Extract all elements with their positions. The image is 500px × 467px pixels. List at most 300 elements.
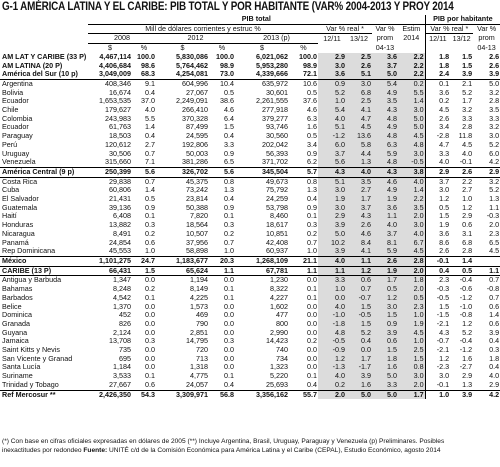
row-cell: 3.0 — [346, 79, 372, 88]
row-cell: 4.3 — [318, 167, 346, 177]
row-label: Paraguay — [2, 132, 33, 141]
row-cell: 4.5 — [398, 132, 425, 141]
row-label: Suriname — [2, 372, 33, 381]
row-label: América del Sur (10 p) — [2, 70, 78, 79]
row-cell: 720 — [196, 346, 208, 355]
row-cell: 100.0 — [299, 52, 317, 61]
row-cell: 0.0 — [307, 354, 317, 363]
row-cell: 0.0 — [224, 311, 234, 320]
row-cell: -1.2 — [459, 346, 473, 355]
row-cell: 2.5 — [346, 97, 372, 106]
row-cell: 60,937 — [266, 247, 288, 256]
row-cell: 3.0 — [398, 372, 425, 381]
footnote-line-1: (*) Con base en cifras oficiales expresadas en dólares de 2005 (**) Incluye Argentina, Brasil, Uruguay, Paraguay y Venezuela (p) Preliminares. Posibles — [2, 438, 445, 445]
row-cell: 20.3 — [209, 256, 235, 266]
row-cell: 3.8 — [398, 167, 425, 177]
row-cell: 2.2 — [398, 62, 425, 71]
row-cell: 23,814 — [186, 195, 208, 204]
row-cell: -2.1 — [425, 346, 450, 355]
row-cell: 39,136 — [109, 203, 131, 212]
row-cell: 4.0 — [145, 106, 155, 115]
table-row — [0, 230, 500, 239]
row-cell: 0.0 — [145, 328, 155, 337]
row-cell: 0.8 — [289, 177, 318, 186]
row-cell: 1.5 — [398, 355, 425, 364]
row-cell: 5,830,086 — [176, 52, 208, 61]
row-cell: 4.1 — [346, 247, 372, 256]
row-cell: 0.0 — [224, 346, 234, 355]
row-cell: 3.0 — [372, 303, 398, 312]
header-0413-b: 04-13 — [477, 43, 496, 52]
row-cell: 8.1 — [372, 239, 398, 248]
row-cell: 3.0 — [398, 106, 425, 115]
table-row — [0, 239, 500, 248]
footnote-source: UNITÉ c/d de la Comisión Económica para América Latina y el Caribe (CEPAL), Estudio Económico, agosto 2014 — [107, 446, 441, 454]
row-cell: 0.5 — [372, 285, 398, 294]
row-cell: 0.4 — [489, 337, 500, 346]
row-cell: 3.0 — [318, 62, 346, 71]
row-cell: 6.8 — [462, 238, 473, 247]
row-cell: 1.0 — [462, 195, 473, 204]
row-cell: 5.2 — [462, 328, 473, 337]
row-cell: 3.3 — [425, 150, 450, 159]
header-prom-b: prom — [478, 33, 495, 43]
row-cell: 0.0 — [346, 346, 372, 355]
row-cell: 3,309,971 — [156, 390, 209, 399]
row-cell: 408,346 — [88, 79, 132, 88]
row-cell: 1.4 — [145, 186, 155, 195]
row-cell: 2.8 — [462, 247, 473, 256]
row-cell: 13,708 — [109, 337, 131, 346]
row-cell: 42,408 — [266, 238, 288, 247]
row-cell: 0.3 — [307, 221, 317, 230]
row-cell: 0.2 — [425, 97, 450, 106]
row-cell: 3,049,009 — [99, 70, 131, 79]
row-cell: 370,328 — [182, 114, 208, 123]
header-usd: $ — [108, 43, 112, 53]
row-cell: 0.4 — [425, 266, 450, 276]
row-cell: 4.7 — [425, 141, 450, 150]
row-cell: 4.0 — [425, 158, 450, 167]
row-cell: 0.5 — [224, 88, 234, 97]
row-cell: 379,277 — [262, 114, 288, 123]
table-row — [0, 115, 500, 124]
row-cell: 5.0 — [398, 115, 425, 124]
row-cell: 0.9 — [224, 203, 234, 212]
row-cell: 1.4 — [450, 256, 473, 266]
row-cell: 6.7 — [398, 239, 425, 248]
row-cell: 0.2 — [145, 285, 155, 294]
row-cell: 2.4 — [425, 70, 450, 79]
row-cell: 7.1 — [145, 158, 155, 167]
row-cell: 4,406,684 — [99, 61, 131, 70]
row-cell: 0.3 — [145, 221, 155, 230]
row-cell: 10.4 — [209, 79, 235, 88]
row-label: AM LAT Y CARIBE (33 P) — [2, 52, 87, 61]
row-label: Colombia — [2, 114, 33, 123]
row-cell: 1.5 — [462, 52, 473, 61]
row-cell: 326,702 — [156, 167, 209, 177]
row-cell: 0.0 — [145, 311, 155, 320]
row-cell: 1.3 — [224, 186, 234, 195]
row-cell: 5.0 — [372, 390, 398, 399]
header-prom: prom — [376, 33, 394, 43]
row-cell: 4.8 — [372, 158, 398, 167]
row-label: Ref Mercosur ** — [0, 390, 88, 399]
row-cell: 4.4 — [346, 150, 372, 159]
row-cell: 345,504 — [235, 167, 289, 177]
row-cell: -1.7 — [346, 363, 372, 372]
row-cell: 16,674 — [109, 88, 131, 97]
table-row — [0, 285, 500, 294]
row-cell: 67,781 — [235, 266, 289, 276]
row-label: El Salvador — [2, 195, 39, 204]
row-cell: 5.0 — [346, 390, 372, 399]
row-cell: 1.8 — [489, 354, 500, 363]
header-usd-3: $ — [260, 43, 264, 53]
row-cell: 381,286 — [182, 158, 208, 167]
row-cell: 2.1 — [450, 79, 473, 88]
table-row — [0, 177, 500, 186]
row-cell: 0.8 — [209, 177, 235, 186]
row-cell: 0.7 — [473, 276, 500, 285]
row-label: Cuba — [2, 186, 20, 195]
row-cell: 0.7 — [307, 238, 317, 247]
row-cell: 1.5 — [425, 303, 450, 312]
footnote-source-label: Fuente: — [83, 446, 108, 454]
row-cell: 0.1 — [307, 293, 317, 302]
row-cell: 0.0 — [224, 363, 234, 372]
row-cell: 0.4 — [224, 132, 234, 141]
row-cell: 49,673 — [235, 177, 289, 186]
row-cell: 1,318 — [190, 363, 208, 372]
row-cell: 4.0 — [318, 303, 346, 312]
header-pct: % — [140, 43, 148, 53]
row-cell: -0.9 — [318, 346, 346, 355]
row-cell: 2.5 — [398, 346, 425, 355]
row-cell: 0.3 — [145, 337, 155, 346]
row-cell: 1.2 — [462, 319, 473, 328]
header-pct-2: % — [218, 43, 226, 53]
row-cell: -1.2 — [459, 293, 473, 302]
row-cell: 3.9 — [462, 70, 473, 79]
row-cell: 4.0 — [372, 221, 398, 230]
row-cell: 0.9 — [372, 320, 398, 329]
row-cell: 24.7 — [132, 256, 156, 266]
row-cell: 6.0 — [318, 141, 346, 150]
row-cell: 0.6 — [346, 276, 372, 285]
row-cell: -0.7 — [346, 294, 372, 303]
row-cell: 3.9 — [346, 372, 372, 381]
row-cell: 1.6 — [462, 354, 473, 363]
table-row — [0, 221, 500, 230]
row-cell: 37.6 — [303, 97, 317, 106]
row-cell: 0.6 — [489, 302, 500, 311]
row-cell: 0.2 — [398, 79, 425, 88]
row-cell: -0.5 — [425, 294, 450, 303]
row-cell: -0.8 — [459, 311, 473, 320]
row-cell: 2.6 — [346, 62, 372, 71]
row-cell: 4.5 — [398, 247, 425, 256]
row-cell: 2.2 — [450, 177, 473, 186]
row-cell: 0.3 — [224, 337, 234, 346]
header-pib-total: PIB total — [88, 15, 425, 24]
row-cell: 4,542 — [113, 293, 131, 302]
row-cell: 1.8 — [372, 355, 398, 364]
row-cell: -0.3 — [425, 285, 450, 294]
row-cell: 5.8 — [346, 141, 372, 150]
row-cell: 469 — [196, 311, 208, 320]
row-cell: 2.6 — [450, 167, 473, 177]
row-cell: -0.1 — [425, 256, 450, 266]
row-cell: 4.0 — [398, 230, 425, 239]
row-label: Haití — [2, 212, 17, 221]
row-cell: 1.7 — [462, 97, 473, 106]
row-cell: 0.9 — [318, 79, 346, 88]
row-cell: 1.1 — [346, 256, 372, 266]
row-cell: 2,990 — [270, 328, 288, 337]
row-cell: 4,467,114 — [99, 52, 131, 61]
header-mill: Mill de dólares corrientes y estruc % — [88, 24, 318, 34]
row-cell: 3.0 — [425, 372, 450, 381]
row-label: Santa Lucía — [2, 363, 41, 372]
row-cell: 5.9 — [372, 150, 398, 159]
row-cell: 3.7 — [425, 177, 450, 186]
row-cell: 8,322 — [270, 285, 288, 294]
row-cell: -0.1 — [425, 381, 450, 390]
row-cell: 0.5 — [307, 132, 317, 141]
row-cell: 2.3 — [489, 229, 500, 238]
row-cell: 0.1 — [224, 285, 234, 294]
row-label: Jamaica — [2, 337, 29, 346]
row-cell: 9.1 — [132, 79, 156, 88]
row-cell: 2,426,350 — [88, 390, 132, 399]
row-cell: 3.6 — [372, 204, 398, 213]
row-cell: 3,533 — [113, 372, 131, 381]
row-cell: 98.9 — [303, 61, 317, 70]
row-cell: 5.2 — [346, 329, 372, 338]
footnote-rounding: inexactitudes por redondeo — [2, 446, 84, 454]
row-label: San Vicente y Granad — [2, 354, 73, 363]
row-cell: 1.3 — [346, 158, 372, 167]
row-cell: 2.6 — [372, 256, 398, 266]
row-cell: 2.7 — [346, 186, 372, 195]
row-cell: 0.0 — [132, 276, 156, 285]
row-cell: 800 — [276, 319, 288, 328]
row-cell: 1.1 — [473, 266, 500, 276]
row-cell: -0.7 — [425, 337, 450, 346]
row-cell: 5.7 — [289, 167, 318, 177]
table-row — [0, 311, 500, 320]
row-cell: 10,507 — [186, 229, 208, 238]
row-label: Rep Dominicana — [2, 247, 56, 256]
table-row — [0, 204, 500, 213]
table-body — [0, 53, 500, 399]
row-cell: 1.9 — [372, 195, 398, 204]
header-var-real: Var % real * — [318, 24, 372, 34]
row-cell: -1.3 — [318, 363, 346, 372]
row-cell: 50,003 — [186, 149, 208, 158]
row-cell: 0.2 — [307, 337, 317, 346]
row-cell: 1.5 — [346, 320, 372, 329]
row-cell: 243,983 — [105, 114, 131, 123]
row-cell: 6.3 — [307, 114, 317, 123]
row-cell: 37,956 — [186, 238, 208, 247]
row-cell: 604,996 — [156, 79, 209, 88]
row-label: Granada — [2, 319, 30, 328]
row-cell: 27,667 — [109, 380, 131, 389]
row-cell: 2.9 — [462, 212, 473, 221]
row-cell: 2.8 — [489, 97, 500, 106]
row-cell: 4.9 — [372, 89, 398, 98]
row-cell: 0.2 — [318, 381, 346, 390]
row-cell: 3.9 — [372, 329, 398, 338]
row-cell: 2.6 — [425, 247, 450, 256]
row-cell: 54.3 — [132, 390, 156, 399]
row-cell: 3.5 — [398, 204, 425, 213]
row-cell: 38.6 — [220, 97, 234, 106]
row-cell: 0.7 — [224, 238, 234, 247]
row-cell: 4.0 — [318, 372, 346, 381]
row-cell: 3.7 — [346, 204, 372, 213]
header-var-pct: Var % — [375, 24, 395, 33]
row-cell: 4.6 — [224, 106, 234, 115]
row-cell: 5.5 — [398, 89, 425, 98]
row-cell: 266,410 — [182, 106, 208, 115]
table-row — [0, 212, 500, 221]
row-cell: 3.0 — [398, 150, 425, 159]
row-cell: 0.1 — [307, 285, 317, 294]
row-cell: 2.8 — [462, 123, 473, 132]
row-cell: 0.2 — [307, 229, 317, 238]
table-row — [0, 372, 500, 381]
row-cell: 6.4 — [224, 114, 234, 123]
row-cell: 8,248 — [113, 285, 131, 294]
row-cell: -0.5 — [346, 311, 372, 320]
row-cell: 3.0 — [318, 186, 346, 195]
row-cell: 14,423 — [266, 337, 288, 346]
row-cell: 50,388 — [186, 203, 208, 212]
row-cell: 371,702 — [262, 158, 288, 167]
row-cell: 0.5 — [307, 88, 317, 97]
row-cell: 1,183,677 — [156, 256, 209, 266]
table-row — [0, 106, 500, 115]
page-title: G-1 AMÉRICA LATINA Y EL CARIBE: PIB TOTAL Y POR HABITANTE (VAR% 2004-2013 Y PROY 2014 — [2, 1, 454, 13]
row-cell: 2.9 — [318, 212, 346, 221]
row-cell: 2.0 — [489, 221, 500, 230]
row-cell: 1,230 — [235, 276, 289, 285]
row-cell: 27,067 — [186, 88, 208, 97]
row-cell: 3.3 — [462, 114, 473, 123]
row-cell: 4.8 — [398, 141, 425, 150]
table-row — [0, 329, 500, 338]
row-cell: -0.4 — [459, 337, 473, 346]
row-cell: 1,602 — [270, 302, 288, 311]
row-cell: 0.0 — [145, 319, 155, 328]
row-cell: 1.5 — [372, 311, 398, 320]
row-cell: 8.6 — [425, 239, 450, 248]
row-label: Chile — [2, 106, 19, 115]
row-cell: 0.0 — [307, 302, 317, 311]
row-cell: 56,393 — [266, 149, 288, 158]
row-cell: 713 — [196, 354, 208, 363]
row-cell: 6.2 — [307, 158, 317, 167]
table-row — [0, 303, 500, 312]
row-cell: 4.8 — [372, 132, 398, 141]
table-row — [0, 97, 500, 106]
row-cell: 25,693 — [266, 380, 288, 389]
row-cell: 3.5 — [372, 97, 398, 106]
row-cell: 6,021,062 — [256, 52, 288, 61]
row-cell: 2,249,091 — [176, 97, 208, 106]
row-cell: -1.0 — [318, 311, 346, 320]
row-cell: 2.9 — [318, 53, 346, 62]
row-cell: 5.6 — [318, 158, 346, 167]
row-label: Belice — [2, 302, 22, 311]
row-cell: 58,898 — [186, 247, 208, 256]
row-cell: 73.0 — [220, 70, 234, 79]
row-cell: 24,057 — [186, 380, 208, 389]
row-cell: 1.0 — [318, 97, 346, 106]
row-cell: 4.3 — [425, 329, 450, 338]
row-cell: 277,918 — [262, 106, 288, 115]
row-cell: 6.3 — [372, 141, 398, 150]
row-cell: 24,854 — [109, 238, 131, 247]
row-label: CARIBE (13 P) — [0, 266, 88, 276]
row-cell: 5,220 — [270, 372, 288, 381]
row-cell: 0.7 — [346, 285, 372, 294]
row-cell: 1.2 — [372, 294, 398, 303]
row-label: Costa Rica — [0, 177, 88, 186]
row-cell: 1.0 — [224, 247, 234, 256]
row-cell: 0.4 — [489, 363, 500, 372]
row-cell: 0.0 — [145, 354, 155, 363]
row-cell: 0.0 — [224, 328, 234, 337]
row-cell: 1.5 — [224, 123, 234, 132]
row-cell: 4.1 — [346, 106, 372, 115]
row-label: Bahamas — [2, 285, 33, 294]
row-cell: 5.4 — [372, 79, 398, 88]
row-cell: 735 — [119, 346, 131, 355]
row-cell: 3.7 — [372, 62, 398, 71]
row-cell: 790 — [196, 319, 208, 328]
header-1312: 13/12 — [350, 33, 368, 43]
row-label: Guyana — [2, 328, 28, 337]
row-cell: 0.0 — [145, 346, 155, 355]
row-label: Antigua y Barbuda — [0, 276, 88, 285]
row-cell: 4.5 — [489, 247, 500, 256]
row-cell: 5.2 — [318, 89, 346, 98]
row-cell: 3.2 — [473, 177, 500, 186]
row-cell: 635,972 — [235, 79, 289, 88]
row-cell: 0.3 — [224, 221, 234, 230]
row-cell: 1,184 — [113, 363, 131, 372]
row-cell: 0.8 — [398, 363, 425, 372]
row-cell: 4.0 — [318, 256, 346, 266]
row-cell: 3.3 — [318, 276, 346, 285]
row-cell: 0.6 — [372, 337, 398, 346]
row-cell: -1.5 — [425, 311, 450, 320]
header-2014: 2014 — [403, 33, 420, 43]
row-label: Argentina — [0, 79, 88, 88]
row-cell: 1.7 — [372, 276, 398, 285]
row-cell: 315,660 — [105, 158, 131, 167]
row-label: Saint Kitts y Nevis — [2, 346, 60, 355]
row-cell: 5,953,280 — [256, 61, 288, 70]
table-row — [0, 294, 500, 303]
table-row — [0, 132, 500, 141]
header-pib-hab: PIB por habitante — [425, 15, 500, 24]
